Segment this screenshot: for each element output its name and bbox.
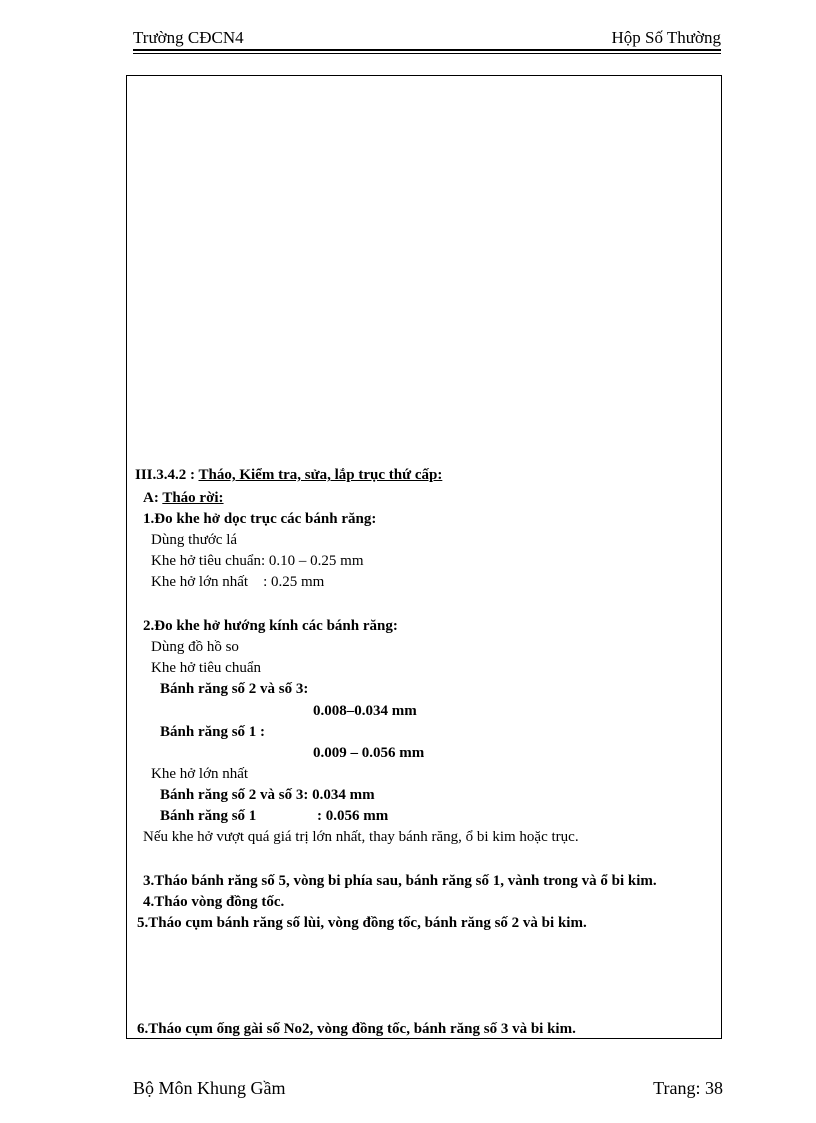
header-rule-thin — [133, 53, 721, 54]
step2-gear1-value: 0.009 – 0.056 mm — [313, 745, 425, 761]
footer-department: Bộ Môn Khung Gầm — [133, 1078, 286, 1098]
part-a-prefix: A: — [143, 490, 163, 506]
step2-max-label: Khe hở lớn nhất — [151, 766, 249, 782]
step1-standard: Khe hở tiêu chuẩn: 0.10 – 0.25 mm — [151, 553, 364, 569]
footer-page-number: Trang: 38 — [653, 1078, 723, 1098]
section-title: Tháo, Kiểm tra, sửa, lắp trục thứ cấp: — [198, 467, 443, 483]
step2-max-gear1-label: Bánh răng số 1 — [160, 808, 257, 824]
step2-max-gear23: Bánh răng số 2 và số 3: 0.034 mm — [160, 787, 375, 803]
step3: 3.Tháo bánh răng số 5, vòng bi phía sau, bánh răng số 1, vành trong và ổ bi kim. — [143, 873, 657, 889]
part-a-heading — [143, 489, 224, 507]
step2-tool: Dùng đồ hồ so — [151, 639, 239, 655]
step2-max-gear1-value: : 0.056 mm — [317, 808, 389, 824]
step2-gear23-value: 0.008–0.034 mm — [313, 703, 417, 719]
header-school: Trường CĐCN4 — [133, 28, 244, 47]
header-rule-thick — [133, 49, 721, 51]
step1-tool: Dùng thước lá — [151, 532, 238, 548]
step6: 6.Tháo cụm ống gài số No2, vòng đồng tốc, bánh răng số 3 và bi kim. — [137, 1021, 576, 1037]
step2-note: Nếu khe hở vượt quá giá trị lớn nhất, thay bánh răng, ổ bi kim hoặc trục. — [143, 829, 579, 845]
header-topic: Hộp Số Thường — [611, 28, 721, 47]
step5: 5.Tháo cụm bánh răng số lùi, vòng đồng tốc, bánh răng số 2 và bi kim. — [137, 915, 587, 931]
step1-max: Khe hở lớn nhất : 0.25 mm — [151, 574, 325, 590]
section-number: III.3.4.2 : — [135, 467, 199, 483]
section-heading — [135, 466, 442, 484]
step2-gear23-label: Bánh răng số 2 và số 3: — [160, 681, 309, 697]
step4: 4.Tháo vòng đồng tốc. — [143, 894, 285, 910]
step1-title: 1.Đo khe hở dọc trục các bánh răng: — [143, 511, 377, 527]
step2-gear1-label: Bánh răng số 1 : — [160, 724, 266, 740]
step2-title: 2.Đo khe hở hướng kính các bánh răng: — [143, 618, 398, 634]
step2-standard-label: Khe hở tiêu chuẩn — [151, 660, 261, 676]
part-a-title: Tháo rời: — [162, 490, 224, 506]
